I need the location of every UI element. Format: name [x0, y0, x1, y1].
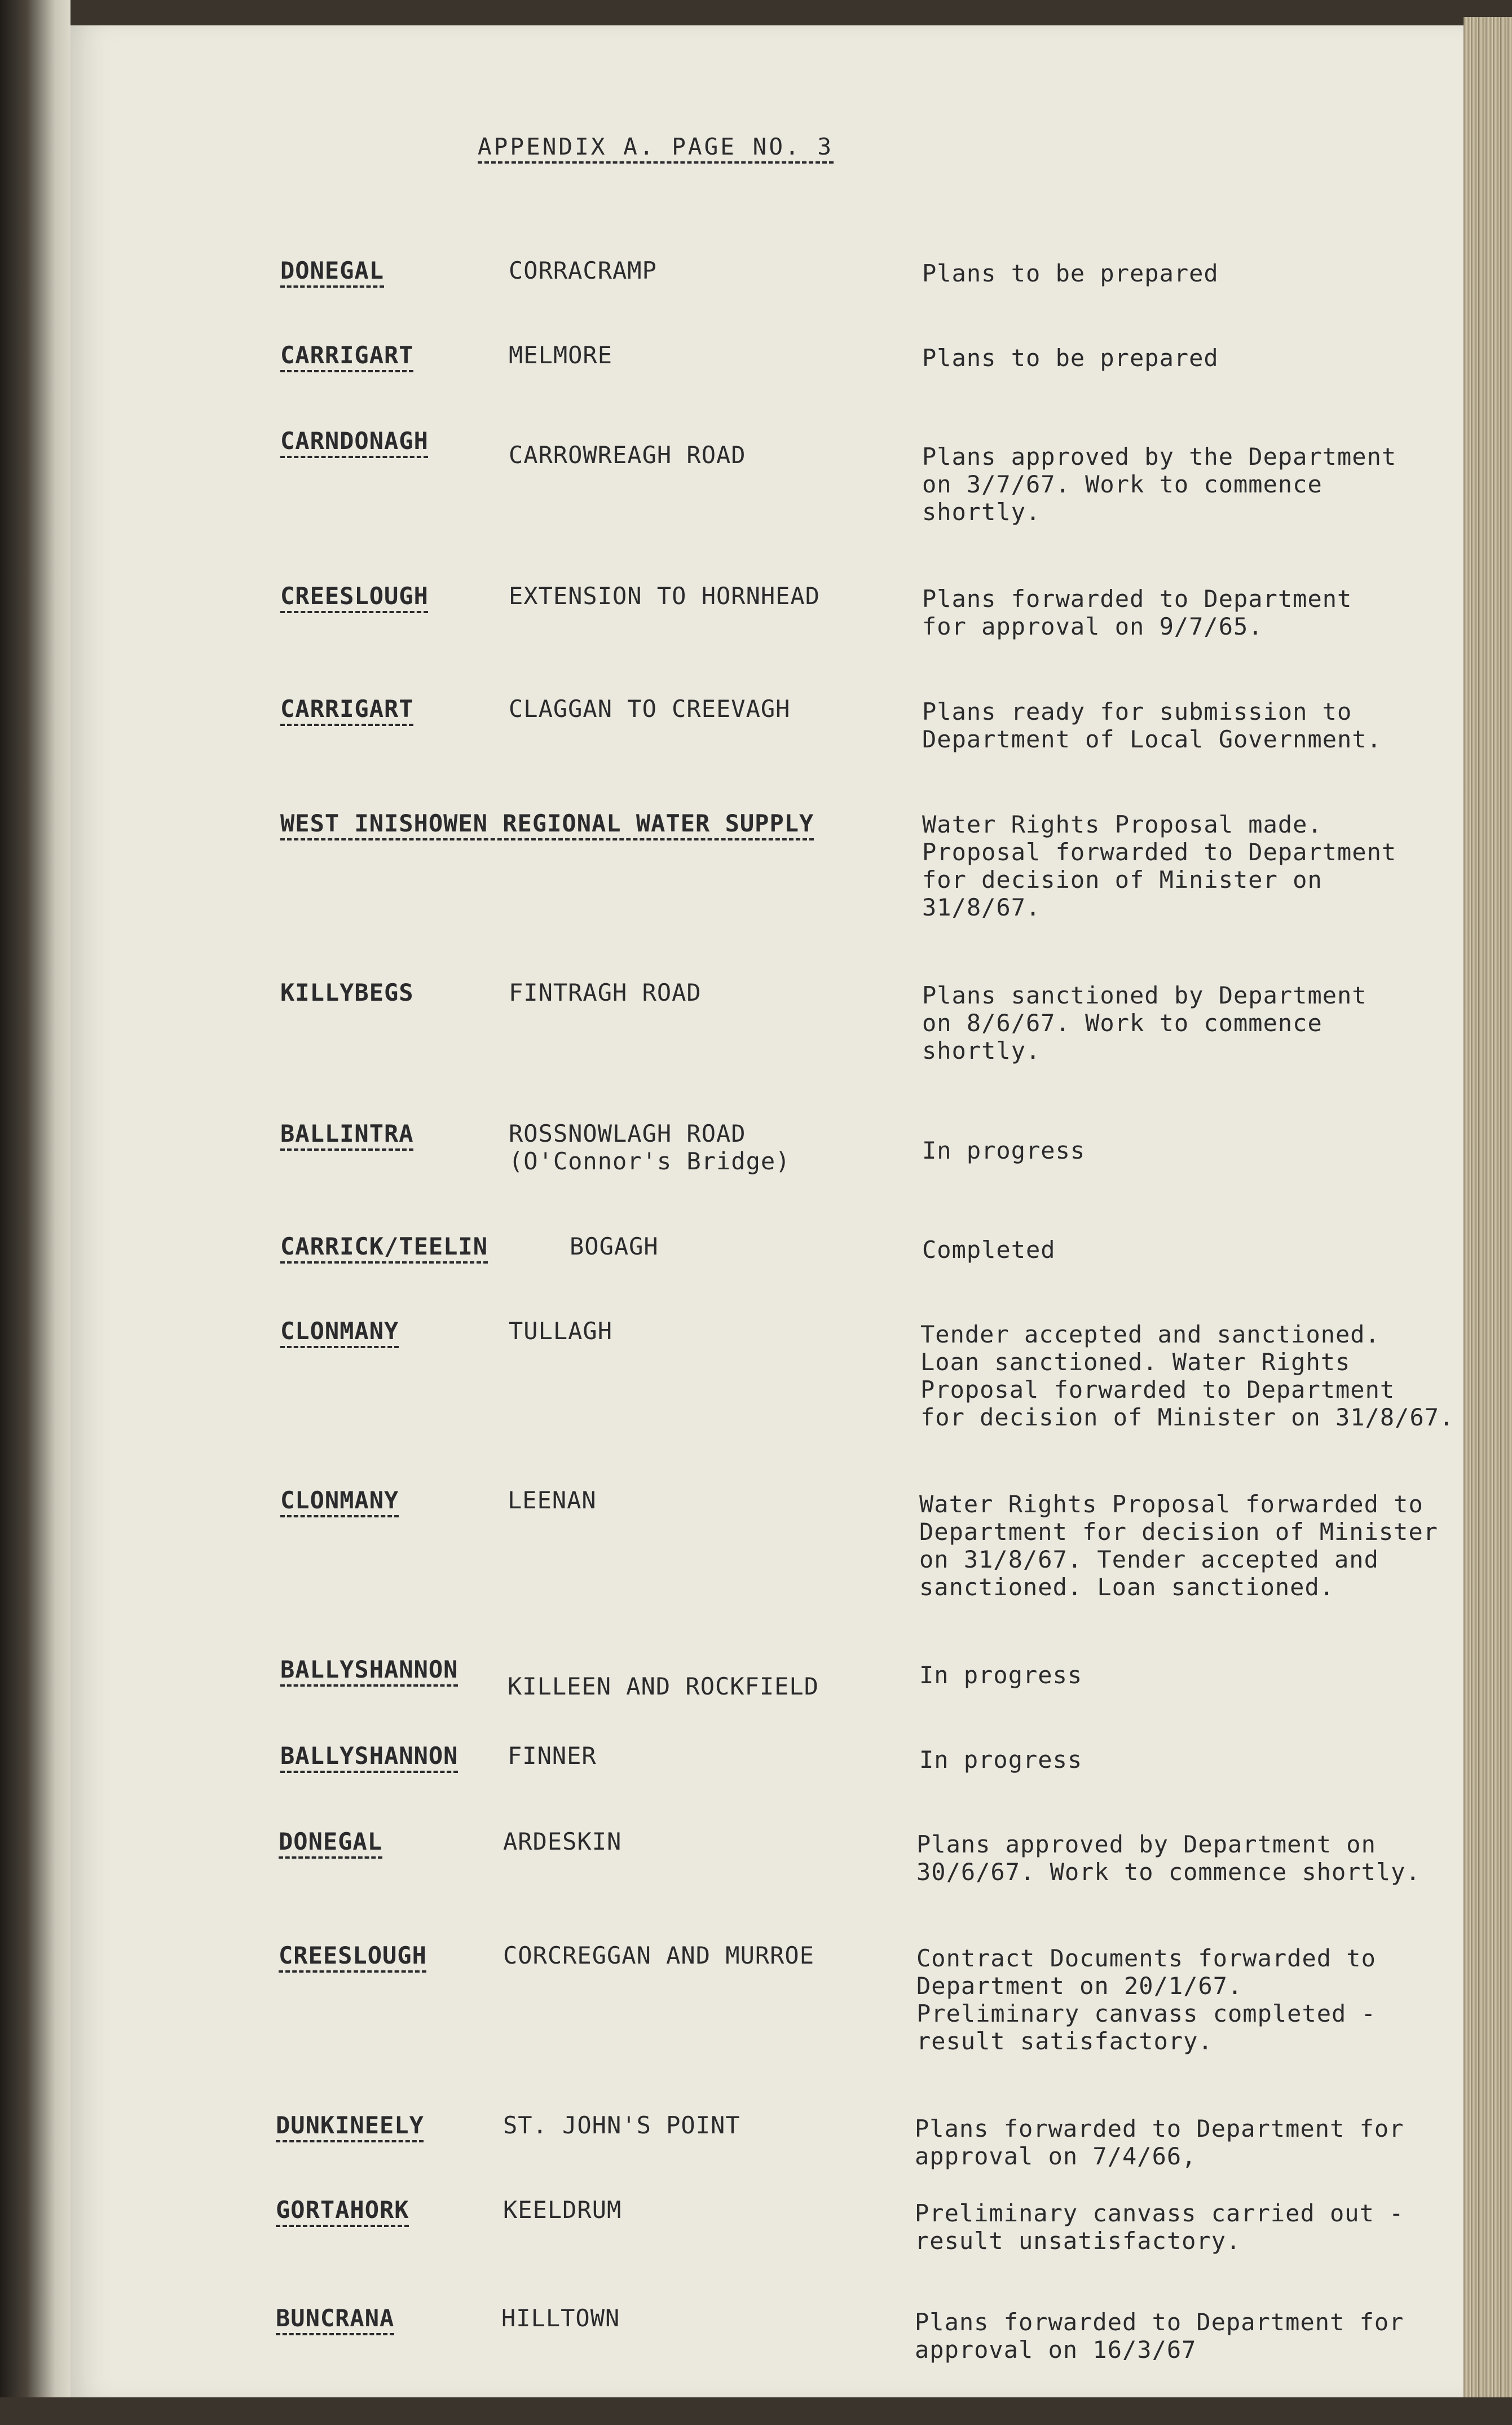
row-scheme: FINNER	[508, 1742, 597, 1770]
row-place: KILLYBEGS	[280, 979, 414, 1006]
scan-top-border	[0, 0, 1512, 25]
row-status: Completed	[922, 1236, 1056, 1264]
row-status: Plans to be prepared	[922, 259, 1219, 287]
row-scheme: KEELDRUM	[503, 2196, 622, 2224]
row-scheme: BOGAGH	[570, 1233, 659, 1260]
row-status: Plans forwarded to Department for approval on 7/4/66,	[915, 2115, 1404, 2170]
row-status: In progress	[922, 1137, 1086, 1164]
row-place: BALLINTRA	[280, 1120, 414, 1147]
row-status: Plans approved by the Department on 3/7/67. Work to commence shortly.	[922, 443, 1397, 526]
row-scheme: FINTRAGH ROAD	[509, 979, 702, 1006]
row-status: Water Rights Proposal forwarded to Department for decision of Minister on 31/8/67. Tender accepted and sanctioned. Loan sanctioned.	[919, 1490, 1439, 1601]
row-scheme: KILLEEN AND ROCKFIELD	[508, 1673, 819, 1700]
row-place: DUNKINEELY	[276, 2111, 424, 2139]
row-status: In progress	[919, 1746, 1083, 1773]
row-status: Plans ready for submission to Department of Local Government.	[922, 698, 1382, 753]
row-place: BALLYSHANNON	[280, 1656, 459, 1683]
row-scheme: MELMORE	[509, 341, 613, 369]
row-place: BALLYSHANNON	[280, 1742, 459, 1770]
row-scheme: TULLAGH	[509, 1317, 613, 1345]
row-place: CREESLOUGH	[279, 1942, 427, 1969]
row-status: Plans forwarded to Department for approval on 16/3/67	[915, 2308, 1404, 2364]
row-scheme: CARROWREAGH ROAD	[509, 441, 746, 469]
row-place: CLONMANY	[280, 1486, 399, 1514]
book-binding	[0, 0, 70, 2425]
row-scheme: CLAGGAN TO CREEVAGH	[509, 695, 791, 723]
row-place: DONEGAL	[280, 257, 385, 284]
row-place: CARNDONAGH	[280, 427, 429, 455]
row-place: CREESLOUGH	[280, 582, 429, 610]
row-place: WEST INISHOWEN REGIONAL WATER SUPPLY	[280, 809, 814, 837]
row-status: Tender accepted and sanctioned. Loan sanctioned. Water Rights Proposal forwarded to Department for decision of Minister on 31/8/67.	[920, 1321, 1454, 1431]
row-place: CARRIGART	[280, 695, 414, 723]
row-status: Plans forwarded to Department for approval on 9/7/65.	[922, 585, 1352, 640]
row-scheme: CORCREGGAN AND MURROE	[503, 1942, 815, 1969]
row-status: Plans to be prepared	[922, 344, 1219, 372]
row-scheme: CORRACRAMP	[509, 257, 657, 284]
scan-bottom-border	[0, 2397, 1512, 2425]
row-status: In progress	[919, 1661, 1083, 1689]
row-scheme: LEENAN	[508, 1486, 597, 1514]
row-scheme: ST. JOHN'S POINT	[503, 2111, 740, 2139]
row-status: Contract Documents forwarded to Department on 20/1/67. Preliminary canvass completed - result satisfactory.	[916, 1944, 1376, 2055]
row-place: CLONMANY	[280, 1317, 399, 1345]
row-place: GORTAHORK	[276, 2196, 409, 2224]
row-scheme: ARDESKIN	[503, 1828, 622, 1855]
row-place: DONEGAL	[279, 1828, 383, 1855]
page-edges	[1463, 17, 1512, 2409]
row-place: CARRICK/TEELIN	[280, 1233, 488, 1260]
row-status: Plans sanctioned by Department on 8/6/67. Work to commence shortly.	[922, 982, 1367, 1064]
row-status: Water Rights Proposal made. Proposal forwarded to Department for decision of Minister on 31/8/67.	[922, 811, 1397, 921]
row-place: CARRIGART	[280, 341, 414, 369]
row-status: Plans approved by Department on 30/6/67. Work to commence shortly.	[916, 1830, 1421, 1886]
document-page	[70, 25, 1463, 2397]
row-scheme: HILLTOWN	[501, 2304, 620, 2332]
row-scheme: ROSSNOWLAGH ROAD (O'Connor's Bridge)	[509, 1120, 791, 1175]
row-status: Preliminary canvass carried out - result unsatisfactory.	[915, 2199, 1404, 2255]
page-heading: APPENDIX A. PAGE NO. 3	[478, 133, 834, 160]
row-place: BUNCRANA	[276, 2304, 395, 2332]
row-scheme: EXTENSION TO HORNHEAD	[509, 582, 821, 610]
